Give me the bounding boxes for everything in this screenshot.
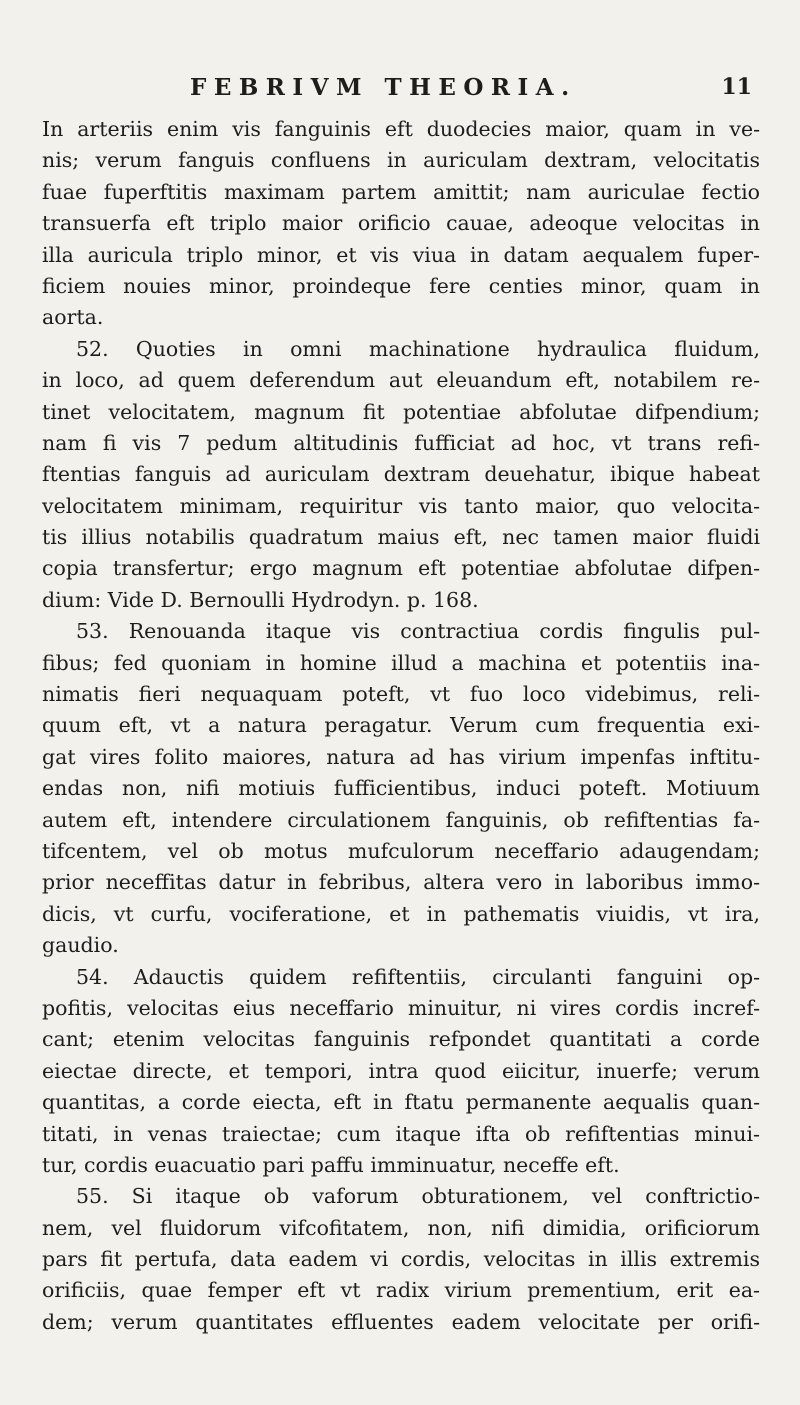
text-line: nis; verum fanguis confluens in auriculam dextram, velocitatis (42, 148, 760, 173)
text-line: gaudio. (42, 933, 119, 958)
body-text (42, 114, 760, 1338)
text-line: dicis, vt curfu, vociferatione, et in pathematis viuidis, vt ira, (42, 901, 760, 926)
text-line: cant; etenim velocitas fanguinis refpondet quantitati a corde (42, 1027, 760, 1052)
text-line: orificiis, quae femper eft vt radix virium prementium, erit ea- (42, 1278, 760, 1303)
text-line: pofitis, velocitas eius neceffario minuitur, ni vires cordis incref- (42, 995, 760, 1020)
text-line: fuae fuperftitis maximam partem amittit; nam auriculae fectio (42, 179, 760, 204)
text-line: titati, in venas traiectae; cum itaque ifta ob refiftentias minui- (42, 1121, 760, 1146)
text-line: 52. Quoties in omni machinatione hydraulica fluidum, (76, 336, 760, 361)
text-line: tur, cordis euacuatio pari paffu imminuatur, neceffe eft. (42, 1152, 620, 1177)
text-line: tifcentem, vel ob motus mufculorum neceffario adaugendam; (42, 838, 760, 863)
text-line: quantitas, a corde eiecta, eft in ftatu permanente aequalis quan- (42, 1090, 760, 1115)
text-line: tis illius notabilis quadratum maius eft, nec tamen maior fluidi (42, 525, 760, 550)
text-line: endas non, nifi motiuis fufficientibus, induci poteft. Motiuum (42, 776, 760, 801)
page-number: 11 (721, 74, 752, 100)
text-line: 55. Si itaque ob vaforum obturationem, vel conftrictio- (76, 1184, 760, 1209)
text-line: autem eft, intendere circulationem fanguinis, ob refiftentias fa- (42, 807, 760, 832)
text-line: 54. Adauctis quidem refiftentiis, circulanti fanguini op- (76, 964, 760, 989)
text-line: fibus; fed quoniam in homine illud a machina et potentiis ina- (42, 650, 760, 675)
text-line: 53. Renouanda itaque vis contractiua cordis fingulis pul- (76, 619, 760, 644)
text-line: ficiem nouies minor, proindeque fere centies minor, quam in (42, 273, 760, 298)
text-line: ftentias fanguis ad auriculam dextram deuehatur, ibique habeat (42, 462, 760, 487)
text-line: dem; verum quantitates effluentes eadem velocitate per orifi- (42, 1309, 760, 1334)
text-line: nem, vel fluidorum vifcofitatem, non, nifi dimidia, orificiorum (42, 1215, 760, 1240)
text-line: prior neceffitas datur in febribus, altera vero in laboribus immo- (42, 870, 760, 895)
text-line: dium: Vide D. Bernoulli Hydrodyn. p. 168. (42, 587, 479, 612)
text-line: aorta. (42, 305, 104, 330)
text-line: tinet velocitatem, magnum fit potentiae abfolutae difpendium; (42, 399, 760, 424)
text-line: quum eft, vt a natura peragatur. Verum cum frequentia exi- (42, 713, 760, 738)
text-line: nam fi vis 7 pedum altitudinis fufficiat ad hoc, vt trans refi- (42, 430, 760, 455)
text-line: in loco, ad quem deferendum aut eleuandum eft, notabilem re- (42, 368, 760, 393)
text-line: illa auricula triplo minor, et vis viua in datam aequalem fuper- (42, 242, 760, 267)
running-title: FEBRIVM THEORIA. (190, 74, 577, 101)
text-line: velocitatem minimam, requiritur vis tanto maior, quo velocita- (42, 493, 760, 518)
text-line: In arteriis enim vis fanguinis eft duodecies maior, quam in ve- (42, 117, 760, 141)
text-line: transuerfa eft triplo maior orificio cauae, adeoque velocitas in (42, 211, 760, 236)
text-line: pars fit pertufa, data eadem vi cordis, velocitas in illis extremis (42, 1247, 760, 1272)
text-line: copia transfertur; ergo magnum eft potentiae abfolutae difpen- (42, 556, 760, 581)
text-line: gat vires folito maiores, natura ad has virium impenfas inftitu- (42, 744, 760, 769)
page-header (42, 74, 760, 114)
text-line: eiectae directe, et tempori, intra quod eiicitur, inuerfe; verum (42, 1058, 760, 1083)
text-line: nimatis fieri nequaquam poteft, vt fuo loco videbimus, reli- (42, 682, 760, 707)
